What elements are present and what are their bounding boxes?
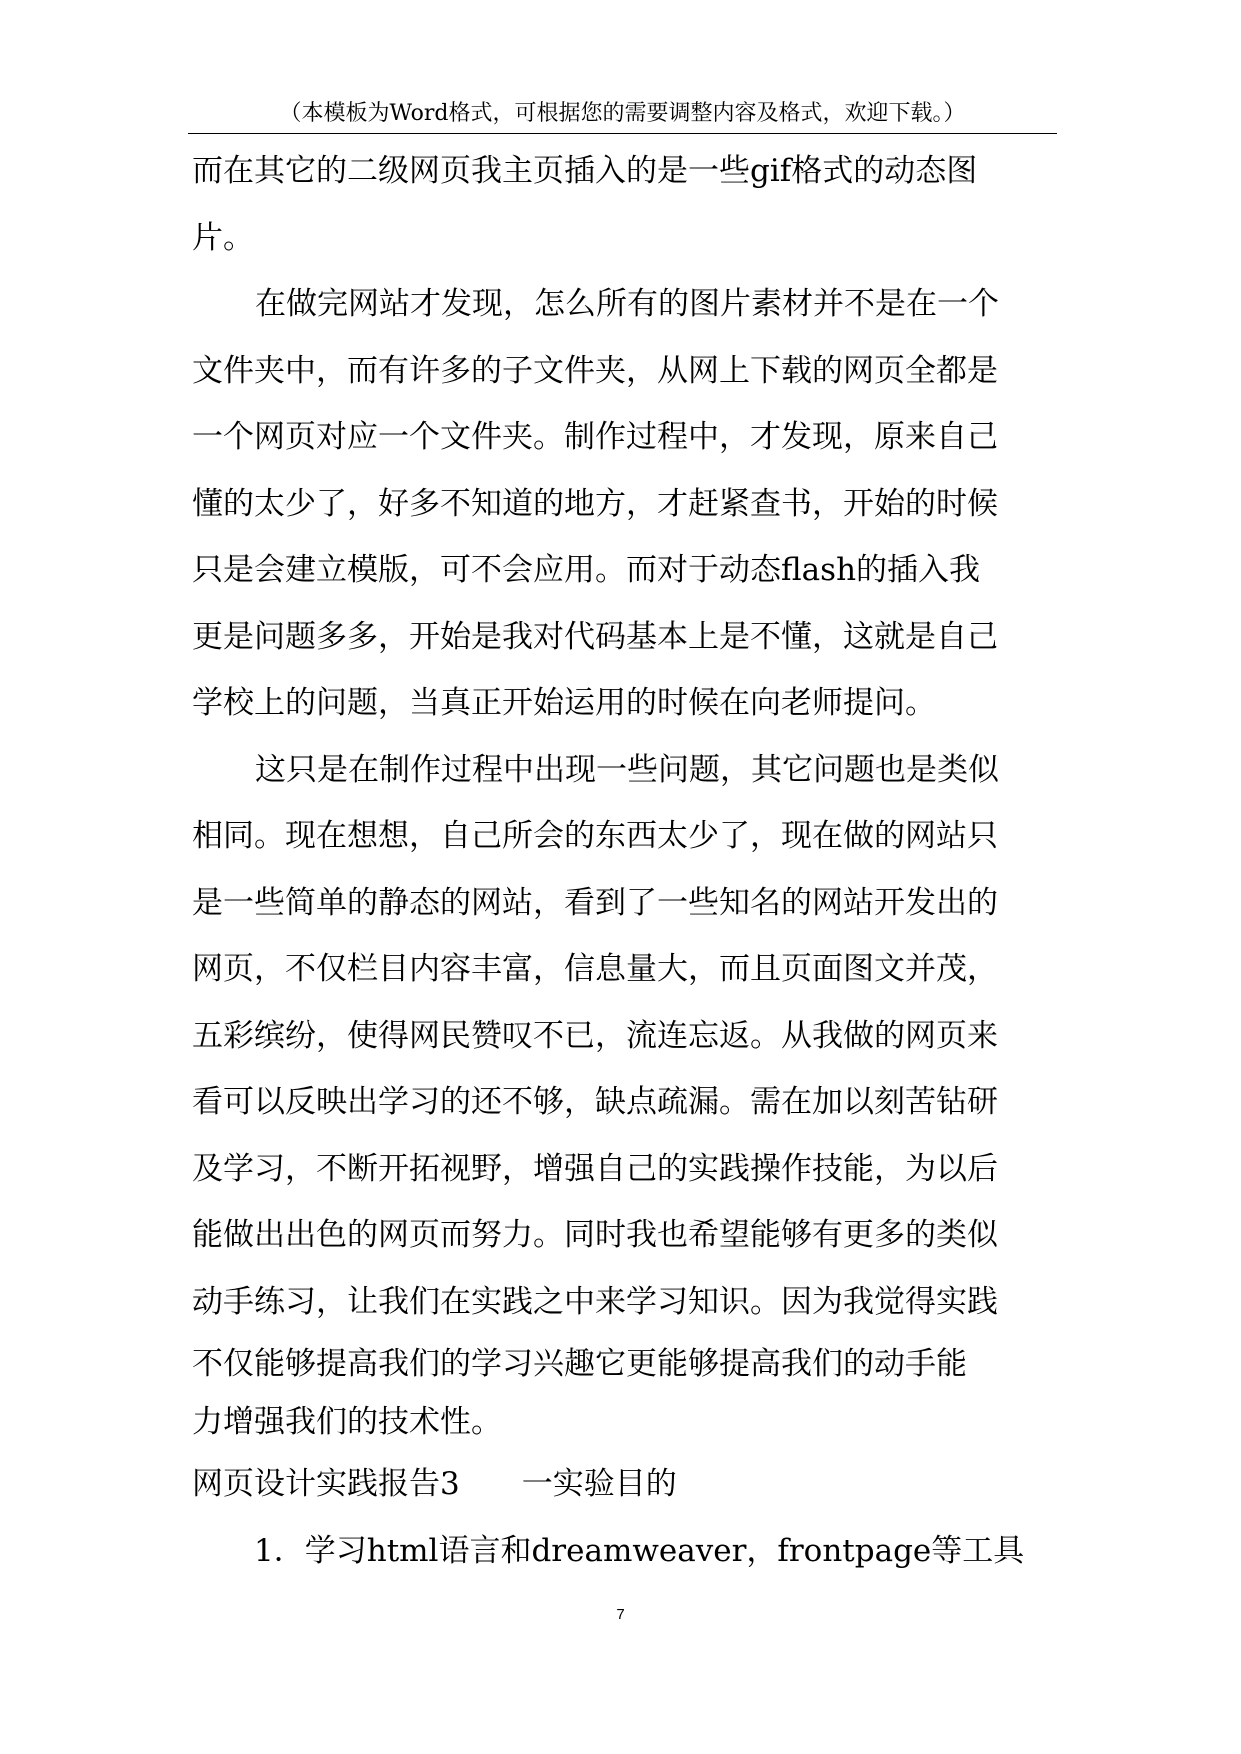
page-header-note: （本模板为Word格式，可根据您的需要调整内容及格式，欢迎下载。）	[279, 101, 966, 126]
paragraph-1	[192, 138, 1072, 271]
text-line: 五彩缤纷，使得网民赞叹不已，流连忘返。从我做的网页来	[192, 1017, 998, 1054]
section-heading	[192, 1451, 1072, 1518]
text-line: 能做出出色的网页而努力。同时我也希望能够有更多的类似	[192, 1217, 998, 1253]
page-number: 7	[616, 1606, 625, 1623]
header-divider	[188, 133, 1057, 134]
text-line: 只是会建立模版，可不会应用。而对于动态flash的插入我	[192, 552, 981, 588]
text-line: 不仅能够提高我们的学习兴趣它更能够提高我们的动手能	[192, 1346, 967, 1382]
list-item: 1．学习html语言和dreamweaver，frontpage等工具	[254, 1532, 1025, 1569]
text-line: 更是问题多多，开始是我对代码基本上是不懂，这就是自己	[192, 618, 998, 655]
document-body	[192, 138, 1072, 1584]
text-line: 在做完网站才发现，怎么所有的图片素材并不是在一个	[255, 286, 999, 322]
text-line: 一个网页对应一个文件夹。制作过程中，才发现，原来自己	[192, 419, 998, 455]
text-line: 学校上的问题，当真正开始运用的时候在向老师提问。	[192, 685, 936, 721]
text-line: 是一些简单的静态的网站，看到了一些知名的网站开发出的	[192, 884, 998, 921]
text-line: 这只是在制作过程中出现一些问题，其它问题也是类似	[255, 751, 999, 788]
text-line: 而在其它的二级网页我主页插入的是一些gif格式的动态图	[192, 153, 978, 189]
text-line: 懂的太少了，好多不知道的地方，才赶紧查书，开始的时候	[192, 485, 998, 522]
paragraph-2	[192, 271, 1072, 737]
paragraph-3	[192, 737, 1072, 1452]
text-line: 相同。现在想想，自己所会的东西太少了，现在做的网站只	[192, 818, 998, 854]
text-line: 网页，不仅栏目内容丰富，信息量大，而且页面图文并茂，	[192, 951, 998, 987]
section-subtitle: 一实验目的	[521, 1466, 677, 1502]
text-line: 文件夹中，而有许多的子文件夹，从网上下载的网页全都是	[192, 352, 998, 389]
text-line: 看可以反映出学习的还不够，缺点疏漏。需在加以刻苦钻研	[192, 1084, 998, 1120]
text-line: 力增强我们的技术性。	[192, 1404, 502, 1440]
section-title: 网页设计实践报告3	[192, 1466, 460, 1502]
text-line: 动手练习，让我们在实践之中来学习知识。因为我觉得实践	[192, 1283, 998, 1320]
text-line: 片。	[192, 219, 254, 256]
text-line: 及学习，不断开拓视野，增强自己的实践操作技能，为以后	[192, 1150, 998, 1187]
